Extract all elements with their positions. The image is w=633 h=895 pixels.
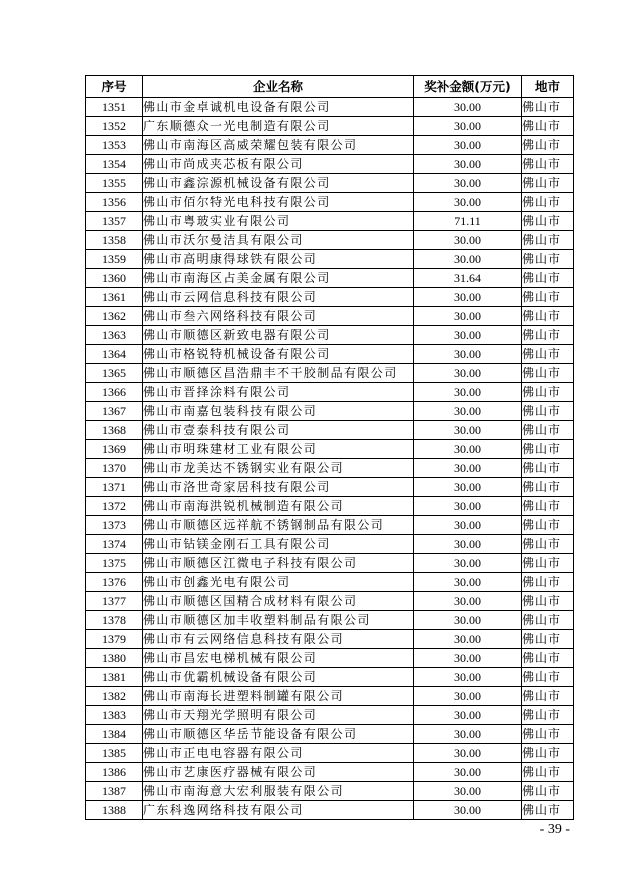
row-number: 1366 (86, 383, 143, 402)
city-name: 佛山市 (522, 801, 574, 820)
row-number: 1360 (86, 269, 143, 288)
company-name: 佛山市高明康得球铁有限公司 (143, 250, 414, 269)
row-number: 1355 (86, 174, 143, 193)
company-name: 佛山市南海区高威荣耀包装有限公司 (143, 136, 414, 155)
company-name: 佛山市顺德区国精合成材料有限公司 (143, 592, 414, 611)
city-name: 佛山市 (522, 193, 574, 212)
company-name: 佛山市南海区占美金属有限公司 (143, 269, 414, 288)
row-number: 1351 (86, 98, 143, 117)
city-name: 佛山市 (522, 535, 574, 554)
city-name: 佛山市 (522, 725, 574, 744)
table-row (86, 212, 574, 231)
award-amount: 30.00 (414, 231, 522, 250)
company-name: 佛山市顺德区华岳节能设备有限公司 (143, 725, 414, 744)
row-number: 1359 (86, 250, 143, 269)
header-no: 序号 (86, 76, 143, 98)
table-row (86, 364, 574, 383)
row-number: 1369 (86, 440, 143, 459)
company-name: 佛山市南嘉包装科技有限公司 (143, 402, 414, 421)
table-row (86, 193, 574, 212)
award-amount: 30.00 (414, 478, 522, 497)
city-name: 佛山市 (522, 706, 574, 725)
company-name: 佛山市顺德区新致电器有限公司 (143, 326, 414, 345)
award-amount: 30.00 (414, 573, 522, 592)
table-row (86, 687, 574, 706)
award-amount: 30.00 (414, 649, 522, 668)
table-row (86, 744, 574, 763)
row-number: 1371 (86, 478, 143, 497)
award-amount: 30.00 (414, 763, 522, 782)
city-name: 佛山市 (522, 345, 574, 364)
table-row (86, 801, 574, 820)
award-amount: 30.00 (414, 345, 522, 364)
row-number: 1373 (86, 516, 143, 535)
city-name: 佛山市 (522, 117, 574, 136)
page-number: - 39 - (539, 822, 570, 837)
city-name: 佛山市 (522, 573, 574, 592)
award-amount: 30.00 (414, 516, 522, 535)
award-amount: 30.00 (414, 611, 522, 630)
row-number: 1383 (86, 706, 143, 725)
company-name: 佛山市壹泰科技有限公司 (143, 421, 414, 440)
table-row (86, 592, 574, 611)
city-name: 佛山市 (522, 554, 574, 573)
table-body (86, 98, 574, 820)
company-name: 佛山市正电电容器有限公司 (143, 744, 414, 763)
award-amount: 30.00 (414, 440, 522, 459)
company-name: 佛山市顺德区昌浩鼎丰不干胶制品有限公司 (143, 364, 414, 383)
table-row (86, 326, 574, 345)
company-name: 佛山市有云网络信息科技有限公司 (143, 630, 414, 649)
company-name: 佛山市叁六网络科技有限公司 (143, 307, 414, 326)
table-row (86, 231, 574, 250)
award-amount: 30.00 (414, 250, 522, 269)
award-amount: 30.00 (414, 193, 522, 212)
row-number: 1363 (86, 326, 143, 345)
city-name: 佛山市 (522, 174, 574, 193)
company-name: 佛山市尚成夹芯板有限公司 (143, 155, 414, 174)
city-name: 佛山市 (522, 611, 574, 630)
table-row (86, 763, 574, 782)
city-name: 佛山市 (522, 744, 574, 763)
award-amount: 31.64 (414, 269, 522, 288)
header-city: 地市 (522, 76, 574, 98)
table-row (86, 440, 574, 459)
table-row (86, 136, 574, 155)
city-name: 佛山市 (522, 402, 574, 421)
row-number: 1379 (86, 630, 143, 649)
row-number: 1388 (86, 801, 143, 820)
city-name: 佛山市 (522, 630, 574, 649)
award-amount: 30.00 (414, 136, 522, 155)
award-amount: 30.00 (414, 174, 522, 193)
company-name: 佛山市顺德区加丰收塑料制品有限公司 (143, 611, 414, 630)
table-row (86, 668, 574, 687)
row-number: 1352 (86, 117, 143, 136)
award-amount: 71.11 (414, 212, 522, 231)
award-amount: 30.00 (414, 592, 522, 611)
city-name: 佛山市 (522, 383, 574, 402)
table-row (86, 98, 574, 117)
city-name: 佛山市 (522, 421, 574, 440)
table-header-row (86, 76, 574, 98)
row-number: 1372 (86, 497, 143, 516)
city-name: 佛山市 (522, 459, 574, 478)
award-amount: 30.00 (414, 326, 522, 345)
company-name: 佛山市昌宏电梯机械有限公司 (143, 649, 414, 668)
table-row (86, 516, 574, 535)
company-name: 广东顺德众一光电制造有限公司 (143, 117, 414, 136)
table-row (86, 174, 574, 193)
city-name: 佛山市 (522, 782, 574, 801)
award-amount: 30.00 (414, 383, 522, 402)
award-amount: 30.00 (414, 497, 522, 516)
table-row (86, 383, 574, 402)
row-number: 1380 (86, 649, 143, 668)
table-row (86, 250, 574, 269)
city-name: 佛山市 (522, 231, 574, 250)
row-number: 1364 (86, 345, 143, 364)
company-name: 佛山市顺德区远祥航不锈钢制品有限公司 (143, 516, 414, 535)
row-number: 1382 (86, 687, 143, 706)
award-amount: 30.00 (414, 98, 522, 117)
table-row (86, 478, 574, 497)
company-name: 佛山市南海长进塑料制罐有限公司 (143, 687, 414, 706)
row-number: 1385 (86, 744, 143, 763)
company-name: 佛山市洛世奇家居科技有限公司 (143, 478, 414, 497)
company-name: 佛山市金卓诚机电设备有限公司 (143, 98, 414, 117)
city-name: 佛山市 (522, 307, 574, 326)
table-row (86, 573, 574, 592)
table-row (86, 402, 574, 421)
company-name: 佛山市南海意大宏利服装有限公司 (143, 782, 414, 801)
award-amount: 30.00 (414, 117, 522, 136)
city-name: 佛山市 (522, 516, 574, 535)
row-number: 1374 (86, 535, 143, 554)
award-amount: 30.00 (414, 288, 522, 307)
city-name: 佛山市 (522, 687, 574, 706)
company-name: 佛山市晋择涂料有限公司 (143, 383, 414, 402)
company-name: 佛山市粤玻实业有限公司 (143, 212, 414, 231)
table-row (86, 155, 574, 174)
company-name: 佛山市天翔光学照明有限公司 (143, 706, 414, 725)
row-number: 1381 (86, 668, 143, 687)
table-row (86, 782, 574, 801)
company-name: 佛山市优霸机械设备有限公司 (143, 668, 414, 687)
row-number: 1361 (86, 288, 143, 307)
award-amount: 30.00 (414, 630, 522, 649)
award-amount: 30.00 (414, 782, 522, 801)
table-row (86, 497, 574, 516)
row-number: 1356 (86, 193, 143, 212)
table-row (86, 725, 574, 744)
row-number: 1378 (86, 611, 143, 630)
city-name: 佛山市 (522, 326, 574, 345)
row-number: 1387 (86, 782, 143, 801)
table-row (86, 269, 574, 288)
city-name: 佛山市 (522, 478, 574, 497)
award-amount: 30.00 (414, 801, 522, 820)
city-name: 佛山市 (522, 668, 574, 687)
table-row (86, 630, 574, 649)
city-name: 佛山市 (522, 98, 574, 117)
city-name: 佛山市 (522, 763, 574, 782)
row-number: 1367 (86, 402, 143, 421)
table-row (86, 345, 574, 364)
row-number: 1370 (86, 459, 143, 478)
award-amount: 30.00 (414, 668, 522, 687)
award-table (85, 75, 574, 820)
award-amount: 30.00 (414, 535, 522, 554)
award-amount: 30.00 (414, 706, 522, 725)
header-company-name: 企业名称 (143, 76, 414, 98)
row-number: 1353 (86, 136, 143, 155)
table-row (86, 706, 574, 725)
award-amount: 30.00 (414, 554, 522, 573)
row-number: 1375 (86, 554, 143, 573)
company-name: 佛山市龙美达不锈钢实业有限公司 (143, 459, 414, 478)
city-name: 佛山市 (522, 212, 574, 231)
award-amount: 30.00 (414, 687, 522, 706)
row-number: 1384 (86, 725, 143, 744)
city-name: 佛山市 (522, 592, 574, 611)
table-row (86, 459, 574, 478)
table-row (86, 554, 574, 573)
company-name: 佛山市南海洪锐机械制造有限公司 (143, 497, 414, 516)
award-amount: 30.00 (414, 307, 522, 326)
city-name: 佛山市 (522, 250, 574, 269)
row-number: 1376 (86, 573, 143, 592)
row-number: 1368 (86, 421, 143, 440)
row-number: 1362 (86, 307, 143, 326)
city-name: 佛山市 (522, 364, 574, 383)
city-name: 佛山市 (522, 440, 574, 459)
table-row (86, 535, 574, 554)
company-name: 佛山市格锐特机械设备有限公司 (143, 345, 414, 364)
table-row (86, 611, 574, 630)
table-row (86, 117, 574, 136)
company-name: 佛山市沃尔曼洁具有限公司 (143, 231, 414, 250)
table-row (86, 649, 574, 668)
company-name: 佛山市创鑫光电有限公司 (143, 573, 414, 592)
row-number: 1354 (86, 155, 143, 174)
city-name: 佛山市 (522, 288, 574, 307)
city-name: 佛山市 (522, 649, 574, 668)
table-row (86, 421, 574, 440)
row-number: 1377 (86, 592, 143, 611)
table-row (86, 288, 574, 307)
row-number: 1386 (86, 763, 143, 782)
award-amount: 30.00 (414, 459, 522, 478)
award-amount: 30.00 (414, 155, 522, 174)
company-name: 广东科逸网络科技有限公司 (143, 801, 414, 820)
row-number: 1365 (86, 364, 143, 383)
table-row (86, 307, 574, 326)
row-number: 1358 (86, 231, 143, 250)
company-name: 佛山市艺康医疗器械有限公司 (143, 763, 414, 782)
company-name: 佛山市云网信息科技有限公司 (143, 288, 414, 307)
award-amount: 30.00 (414, 744, 522, 763)
header-amount: 奖补金额(万元) (414, 76, 522, 98)
award-amount: 30.00 (414, 364, 522, 383)
city-name: 佛山市 (522, 497, 574, 516)
company-name: 佛山市明珠建材工业有限公司 (143, 440, 414, 459)
city-name: 佛山市 (522, 269, 574, 288)
company-name: 佛山市鑫淙源机械设备有限公司 (143, 174, 414, 193)
city-name: 佛山市 (522, 155, 574, 174)
award-amount: 30.00 (414, 725, 522, 744)
company-name: 佛山市钻镁金刚石工具有限公司 (143, 535, 414, 554)
award-amount: 30.00 (414, 421, 522, 440)
award-amount: 30.00 (414, 402, 522, 421)
company-name: 佛山市顺德区江微电子科技有限公司 (143, 554, 414, 573)
row-number: 1357 (86, 212, 143, 231)
city-name: 佛山市 (522, 136, 574, 155)
company-name: 佛山市佰尔特光电科技有限公司 (143, 193, 414, 212)
